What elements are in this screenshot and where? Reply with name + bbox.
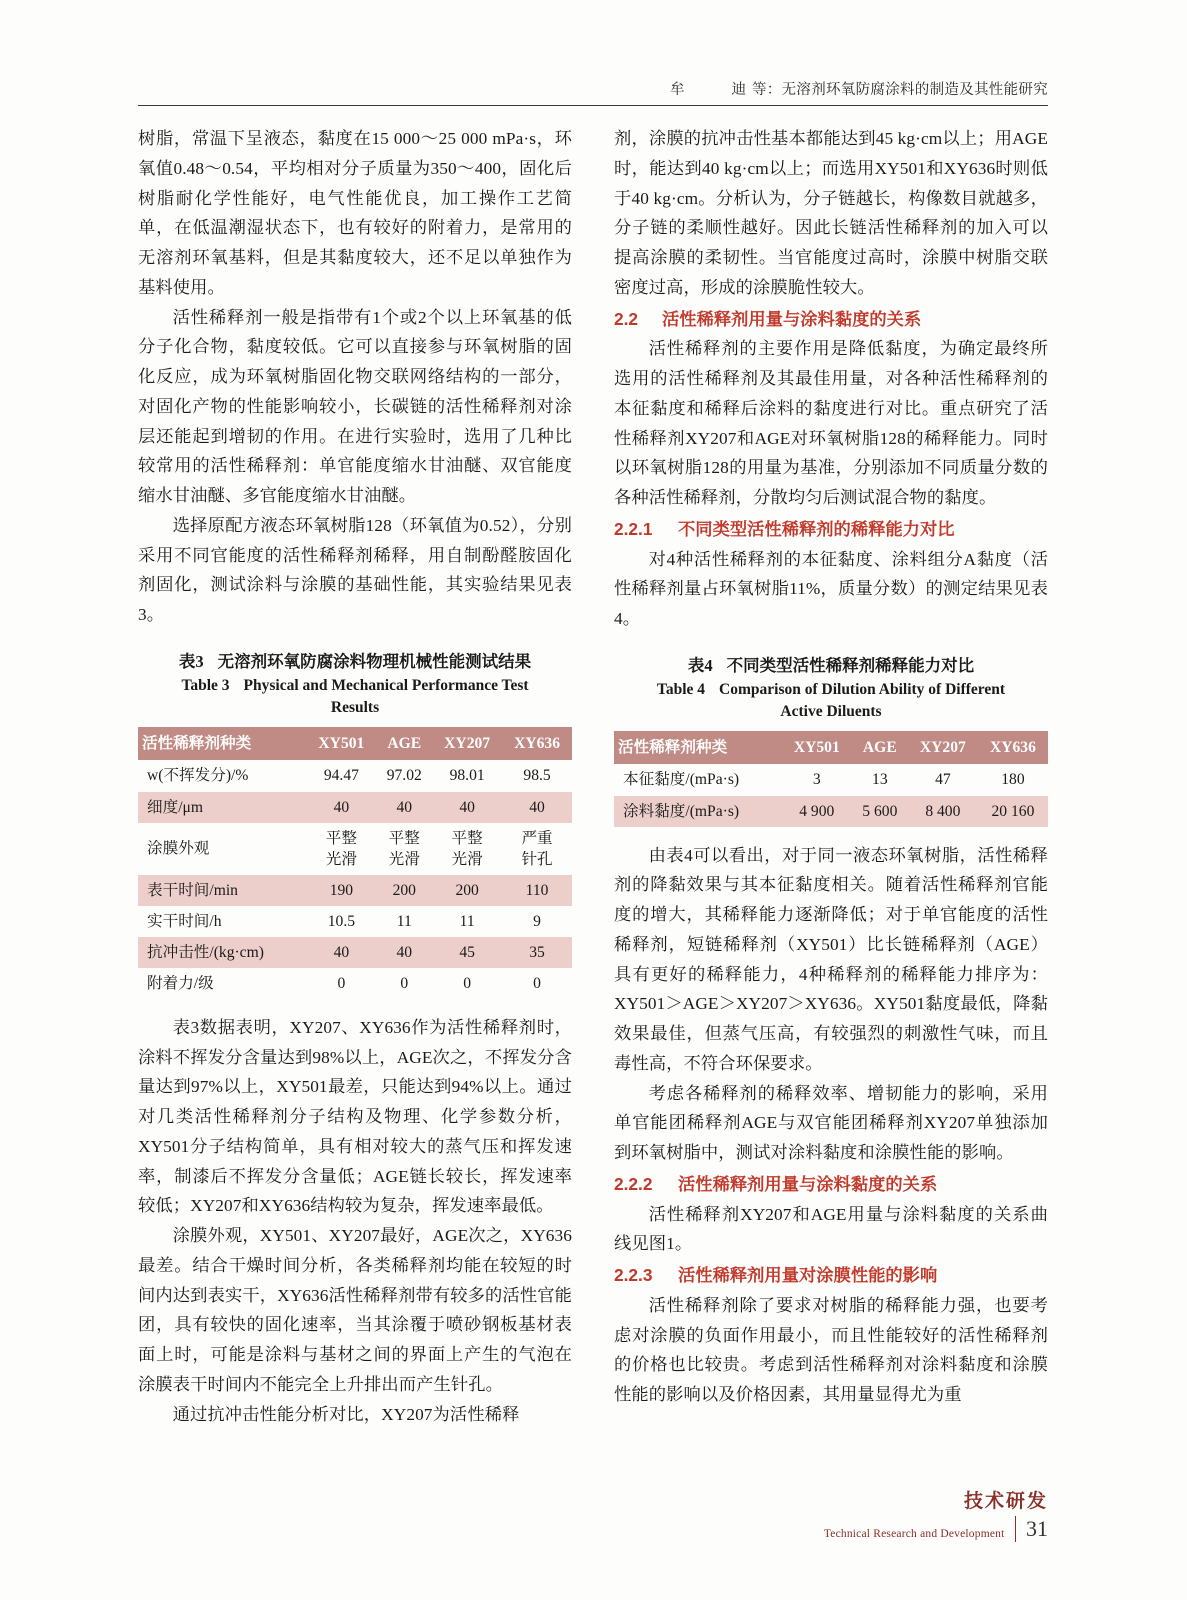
table3-row-label: 附着力/级 <box>147 974 214 992</box>
table4-cell: 47 <box>935 771 951 789</box>
table4-label-en: Table 4 <box>656 680 706 698</box>
table3-label-cn: 表3 <box>178 651 204 671</box>
table-header-row <box>614 731 1048 764</box>
table3-caption-en-line1 <box>138 675 572 697</box>
table4-caption-en-line2: Active Diluents <box>780 702 882 720</box>
table-row <box>138 792 572 823</box>
table3-row-label: 细度/μm <box>138 792 306 823</box>
section-title: 活性稀释剂用量与涂料黏度的关系 <box>678 1173 938 1194</box>
table3-cell: 98.01 <box>449 767 485 785</box>
table3-cell: 40 <box>306 792 376 823</box>
section-title: 活性稀释剂用量对涂膜性能的影响 <box>678 1265 938 1286</box>
running-head-author: 牟 迪 <box>670 82 752 98</box>
table4-block <box>614 654 1048 827</box>
table-row <box>614 796 1048 827</box>
table3-row-label: w(不挥发分)/% <box>147 767 249 785</box>
table3-cell: 40 <box>376 792 432 823</box>
section-heading-2-2 <box>614 305 1048 335</box>
table3-cell: 11 <box>396 912 412 930</box>
table-header-row <box>138 727 572 760</box>
table3-cell: 45 <box>432 937 502 968</box>
table3-cell: 35 <box>502 937 572 968</box>
table3-cell: 94.47 <box>323 767 359 785</box>
table3-cell: 40 <box>306 937 376 968</box>
paragraph: 选择原配方液态环氧树脂128（环氧值为0.52），分别采用不同官能度的活性稀释剂稀释，用自制酚醛胺固化剂固化，测试涂料与涂膜的基础性能，其实验结果见表3。 <box>138 515 572 624</box>
paragraph: 考虑各稀释剂的稀释效率、增韧能力的影响，采用单官能团稀释剂AGE与双官能团稀释剂XY207单独添加到环氧树脂中，测试对涂料黏度和涂膜性能的影响。 <box>614 1083 1048 1163</box>
table-row <box>138 906 572 937</box>
footer-section-en: Technical Research and Development <box>823 1528 1005 1540</box>
table4-caption-cn <box>614 654 1048 679</box>
table3-cell <box>376 823 432 875</box>
table4-title-cn: 不同类型活性稀释剂稀释能力对比 <box>726 655 975 675</box>
table3-cell: 200 <box>376 875 432 906</box>
table3-col-2: AGE <box>376 727 432 760</box>
table3-cell: 98.5 <box>523 767 551 785</box>
table3-cell: 40 <box>376 937 432 968</box>
table3-label-en: Table 3 <box>181 676 230 694</box>
table4-label-cn: 表4 <box>687 655 713 675</box>
section-heading-2-2-3 <box>614 1261 1048 1291</box>
page-number: 31 <box>1026 1516 1048 1541</box>
table3-col-0: 活性稀释剂种类 <box>138 727 306 760</box>
left-column <box>138 124 572 1429</box>
table4-col-2: AGE <box>852 731 908 764</box>
table4-cell: 20 160 <box>978 796 1048 827</box>
table3-cell: 110 <box>502 875 572 906</box>
table-row <box>614 764 1048 795</box>
table3-cell-line2: 光滑 <box>325 850 357 868</box>
paragraph: 活性稀释剂的主要作用是降低黏度，为确定最终所选用的活性稀释剂及其最佳用量，对各种活性稀释剂的本征黏度和稀释后涂料的黏度进行对比。重点研究了活性稀释剂XY207和AGE对环氧树脂128的稀释能力。同时以环氧树脂128的用量为基准，分别添加不同质量分数的各种活性稀释剂，分散均匀后测试混合物的黏度。 <box>614 339 1048 507</box>
table3-cell: 11 <box>459 912 475 930</box>
table3-cell <box>306 823 376 875</box>
table3-caption-en-line2: Results <box>330 698 380 716</box>
paragraph: 对4种活性稀释剂的本征黏度、涂料组分A黏度（活性稀释剂量占环氧树脂11%，质量分数）的测定结果见表4。 <box>614 549 1048 628</box>
table4-cell: 5 600 <box>852 796 908 827</box>
paragraph: 表3数据表明，XY207、XY636作为活性稀释剂时，涂料不挥发分含量达到98%以上，AGE次之，不挥发分含量达到97%以上，XY501最差，只能达到94%以上。通过对几类活性稀释剂分子结构及物理、化学参数分析，XY501分子结构简单，具有相对较大的蒸气压和挥发速率，制漆后不挥发分含量低；AGE链长较长，挥发速率较低；XY207和XY636结构较为复杂，挥发速率最低。 <box>138 1017 572 1216</box>
table-row <box>138 823 572 875</box>
table3-col-3: XY207 <box>432 727 502 760</box>
table4-col-0: 活性稀释剂种类 <box>614 731 782 764</box>
table4-cell: 3 <box>812 771 821 789</box>
table3-cell-line1: 平整 <box>451 829 483 847</box>
section-number: 2.2.2 <box>614 1173 653 1194</box>
header-rule <box>138 105 1048 106</box>
page-footer <box>824 1486 1048 1542</box>
table3-cell-line1: 平整 <box>325 829 357 847</box>
table3-caption-cn <box>138 650 572 675</box>
table4-cell: 13 <box>872 771 888 789</box>
table4-col-3: XY207 <box>908 731 978 764</box>
table4-title-en-1: Comparison of Dilution Ability of Different <box>719 680 1006 698</box>
table3-cell: 0 <box>400 974 409 992</box>
table3-cell-line1: 平整 <box>388 829 420 847</box>
table-row <box>138 875 572 906</box>
section-heading-2-2-1 <box>614 515 1048 545</box>
table3-cell: 40 <box>502 792 572 823</box>
section-title: 活性稀释剂用量与涂料黏度的关系 <box>662 308 922 329</box>
table3-cell-line1: 严重 <box>521 829 553 847</box>
paragraph: 涂膜外观，XY501、XY207最好，AGE次之，XY636最差。结合干燥时间分析，各类稀释剂均能在较短的时间内达到表实干，XY636活性稀释剂带有较多的活性官能团，具有较快的固化速率，当其涂覆于喷砂钢板基材表面上时，可能是涂料与基材之间的界面上产生的气泡在涂膜表干时间内不能完全上升排出而产生针孔。 <box>138 1226 572 1394</box>
table4-row-label: 本征黏度/(mPa·s) <box>623 771 740 789</box>
table3-cell-line2: 光滑 <box>451 850 483 868</box>
table3-cell: 97.02 <box>386 767 422 785</box>
table3-cell <box>432 823 502 875</box>
paragraph: 活性稀释剂除了要求对树脂的稀释能力强，也要考虑对涂膜的负面作用最小，而且性能较好的活性稀释剂的价格也比较贵。考虑到活性稀释剂对涂料黏度和涂膜性能的影响以及价格因素，其用量显得尤为重 <box>614 1295 1048 1405</box>
paragraph: 活性稀释剂一般是指带有1个或2个以上环氧基的低分子化合物，黏度较低。它可以直接参与环氧树脂的固化反应，成为环氧树脂固化物交联网络结构的一部分，对固化产物的性能影响较小，长碳链的活性稀释剂对涂层还能起到增韧的作用。在进行实验时，选用了几种比较常用的活性稀释剂：单官能度缩水甘油醚、双官能度缩水甘油醚、多官能度缩水甘油醚。 <box>138 307 572 505</box>
table3-cell: 40 <box>432 792 502 823</box>
table4-cell: 180 <box>1001 771 1025 789</box>
table3-block <box>138 650 572 999</box>
footer-row <box>824 1516 1048 1542</box>
table3-col-1: XY501 <box>306 727 376 760</box>
footer-section-cn: 技术研发 <box>963 1491 1048 1512</box>
table3-cell <box>502 823 572 875</box>
table3-cell: 9 <box>533 912 541 930</box>
table4-col-1: XY501 <box>782 731 852 764</box>
table3-cell-line2: 光滑 <box>388 850 420 868</box>
table3-row-label: 实干时间/h <box>147 912 222 930</box>
table-row <box>138 968 572 999</box>
table3-title-en-1: Physical and Mechanical Performance Test <box>243 676 529 694</box>
table3-cell: 200 <box>432 875 502 906</box>
table3-cell: 0 <box>463 974 472 992</box>
table-row <box>138 937 572 968</box>
paragraph: 树脂，常温下呈液态，黏度在15 000～25 000 mPa·s，环氧值0.48～0.54，平均相对分子质量为350～400，固化后树脂耐化学性能好，电气性能优良，加工操作工艺简单，在低温潮湿状态下，也有较好的附着力，是常用的无溶剂环氧基料，但是其黏度较大，还不足以单独作为基料使用。 <box>138 129 572 297</box>
table4 <box>614 731 1048 826</box>
columns <box>138 124 1048 1429</box>
table3-title-cn: 无溶剂环氧防腐涂料物理机械性能测试结果 <box>217 651 532 671</box>
table3-row-label: 表干时间/min <box>138 875 306 906</box>
running-head <box>138 78 1048 105</box>
table-row <box>138 760 572 791</box>
table4-row-label: 涂料黏度/(mPa·s) <box>614 796 782 827</box>
table3-cell: 0 <box>533 974 541 992</box>
section-number: 2.2.1 <box>614 518 653 539</box>
table3-cell-line2: 针孔 <box>521 850 553 868</box>
table4-caption-en-line1 <box>614 679 1048 701</box>
table3-row-label: 涂膜外观 <box>147 840 210 858</box>
section-heading-2-2-2 <box>614 1170 1048 1200</box>
section-number: 2.2 <box>614 308 639 329</box>
paragraph: 由表4可以看出，对于同一液态环氧树脂，活性稀释剂的降黏效果与其本征黏度相关。随着活性稀释剂官能度的增大，其稀释能力逐渐降低；对于单官能度的活性稀释剂，短链稀释剂（XY501）比长链稀释剂（AGE）具有更好的稀释能力，4种稀释剂的稀释能力排序为：XY501＞AGE＞XY207＞XY636。XY501黏度最低，降黏效果最佳，但蒸气压高，有较强烈的刺激性气味，而且毒性高，不符合环保要求。 <box>614 845 1048 1073</box>
table4-col-4: XY636 <box>978 731 1048 764</box>
paragraph: 活性稀释剂XY207和AGE用量与涂料黏度的关系曲线见图1。 <box>614 1204 1048 1254</box>
table4-cell: 4 900 <box>782 796 852 827</box>
table3 <box>138 727 572 998</box>
table3-cell: 0 <box>337 974 346 992</box>
table3-cell: 10.5 <box>327 912 356 930</box>
table3-cell: 190 <box>306 875 376 906</box>
paragraph: 剂，涂膜的抗冲击性基本都能达到45 kg·cm以上；用AGE时，能达到40 kg·cm以上；而选用XY501和XY636时则低于40 kg·cm。分析认为，分子链越长，构像数目就越多，分子链的柔顺性越好。因此长链活性稀释剂的加入可以提高涂膜的柔韧性。当官能度过高时，涂膜中树脂交联密度过高，形成的涂膜脆性较大。 <box>614 129 1048 297</box>
page-content <box>138 78 1048 1429</box>
table3-col-4: XY636 <box>502 727 572 760</box>
table3-row-label: 抗冲击性/(kg·cm) <box>138 937 306 968</box>
section-number: 2.2.3 <box>614 1265 653 1286</box>
section-title: 不同类型活性稀释剂的稀释能力对比 <box>678 518 955 539</box>
table4-cell: 8 400 <box>908 796 978 827</box>
paragraph: 通过抗冲击性能分析对比，XY207为活性稀释 <box>172 1404 520 1424</box>
running-head-title: 等：无溶剂环氧防腐涂料的制造及其性能研究 <box>752 82 1048 98</box>
right-column <box>614 124 1048 1429</box>
footer-divider <box>1015 1516 1017 1542</box>
